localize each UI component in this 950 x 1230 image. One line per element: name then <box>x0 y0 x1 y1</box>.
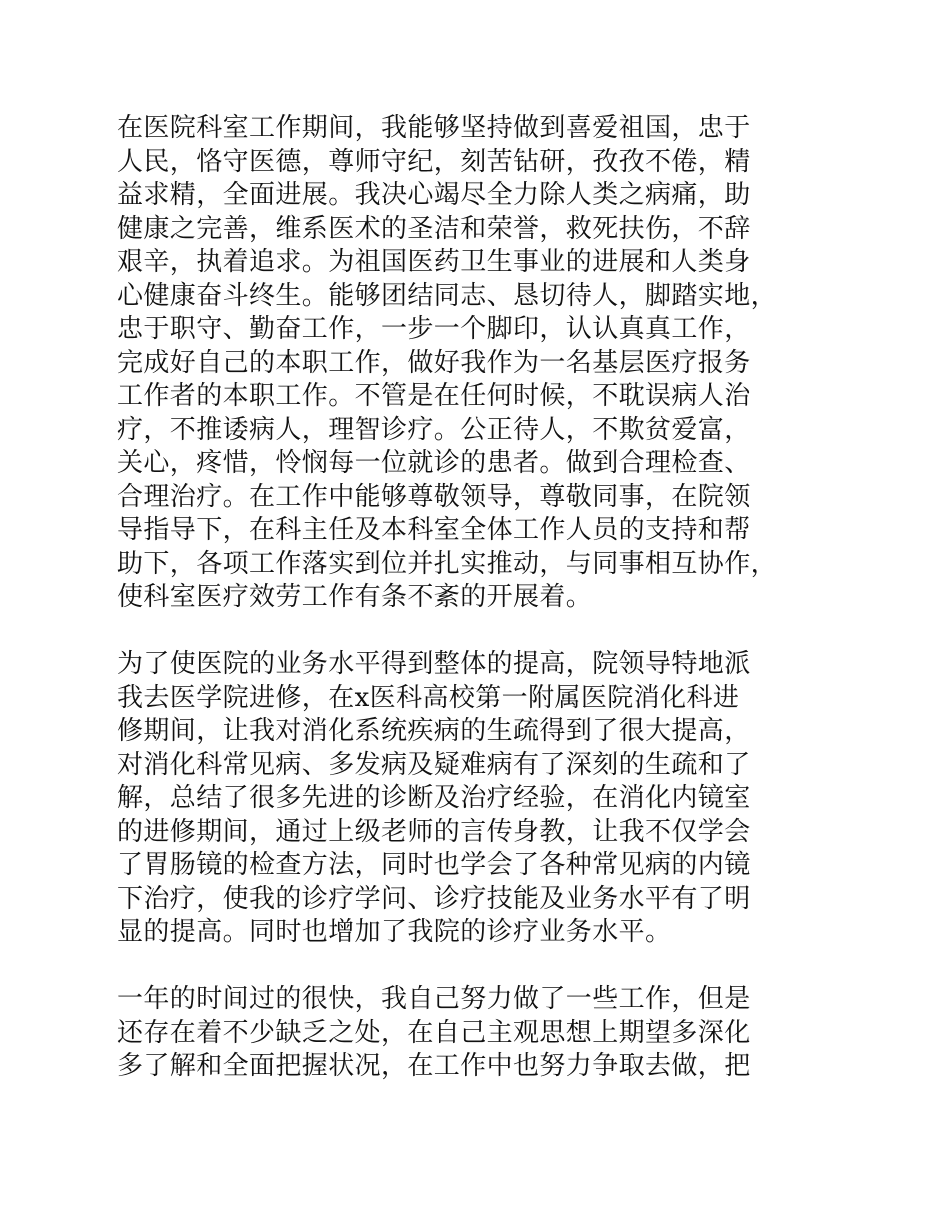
text-line: 显的提高。同时也增加了我院的诊疗业务水平。 <box>117 917 672 947</box>
document-body <box>117 112 837 1084</box>
text-line: 使科室医疗效劳工作有条不紊的开展着。 <box>117 582 593 612</box>
text-line: 为了使医院的业务水平得到整体的提高，院领导特地派 <box>117 649 751 679</box>
text-line: 在医院科室工作期间，我能够坚持做到喜爱祖国，忠于 <box>117 113 751 143</box>
text-line: 还存在着不少缺乏之处，在自己主观思想上期望多深化 <box>117 1017 751 1048</box>
text-line: 合理治疗。在工作中能够尊敬领导，尊敬同事，在院领 <box>117 481 751 512</box>
text-line: 忠于职守、勤奋工作，一步一个脚印，认认真真工作， <box>117 314 751 344</box>
text-line: 的进修期间，通过上级老师的言传身教，让我不仅学会 <box>117 816 751 847</box>
text-line: 下治疗，使我的诊疗学问、诊疗技能及业务水平有了明 <box>117 883 751 914</box>
text-line: 多了解和全面把握状况，在工作中也努力争取去做，把 <box>117 1051 751 1081</box>
text-line: 工作者的本职工作。不管是在任何时候，不耽误病人治 <box>117 381 751 411</box>
paragraph-2 <box>117 648 837 950</box>
text-line: 助下，各项工作落实到位并扎实推动，与同事相互协作， <box>117 548 778 579</box>
text-line: 一年的时间过的很快，我自己努力做了一些工作，但是 <box>117 984 751 1014</box>
text-line: 对消化科常见病、多发病及疑难病有了深刻的生疏和了 <box>117 749 751 780</box>
text-line: 我去医学院进修，在x医科高校第一附属医院消化科进 <box>117 682 740 713</box>
text-line: 关心，疼惜，怜悯每一位就诊的患者。做到合理检查、 <box>117 448 751 478</box>
text-line: 心健康奋斗终生。能够团结同志、恳切待人，脚踏实地， <box>117 280 778 311</box>
text-line: 艰辛，执着追求。为祖国医药卫生事业的进展和人类身 <box>117 247 751 277</box>
text-line: 解，总结了很多先进的诊断及治疗经验，在消化内镜室 <box>117 783 751 813</box>
paragraph-1 <box>117 112 837 615</box>
text-line: 益求精，全面进展。我决心竭尽全力除人类之病痛，助 <box>117 180 751 210</box>
paragraph-gap <box>117 615 837 649</box>
paragraph-gap <box>117 950 837 984</box>
paragraph-3 <box>117 983 837 1084</box>
text-line: 完成好自己的本职工作，做好我作为一名基层医疗报务 <box>117 347 751 378</box>
text-line: 健康之完善，维系医术的圣洁和荣誉，救死扶伤，不辞 <box>117 213 751 244</box>
text-line: 修期间，让我对消化系统疾病的生疏得到了很大提高， <box>117 716 751 746</box>
text-line: 人民，恪守医德，尊师守纪，刻苦钻研，孜孜不倦，精 <box>117 146 751 177</box>
text-line: 疗，不推诿病人，理智诊疗。公正待人，不欺贫爱富， <box>117 414 751 445</box>
text-line: 导指导下，在科主任及本科室全体工作人员的支持和帮 <box>117 515 751 545</box>
text-line: 了胃肠镜的检查方法，同时也学会了各种常见病的内镜 <box>117 850 751 880</box>
